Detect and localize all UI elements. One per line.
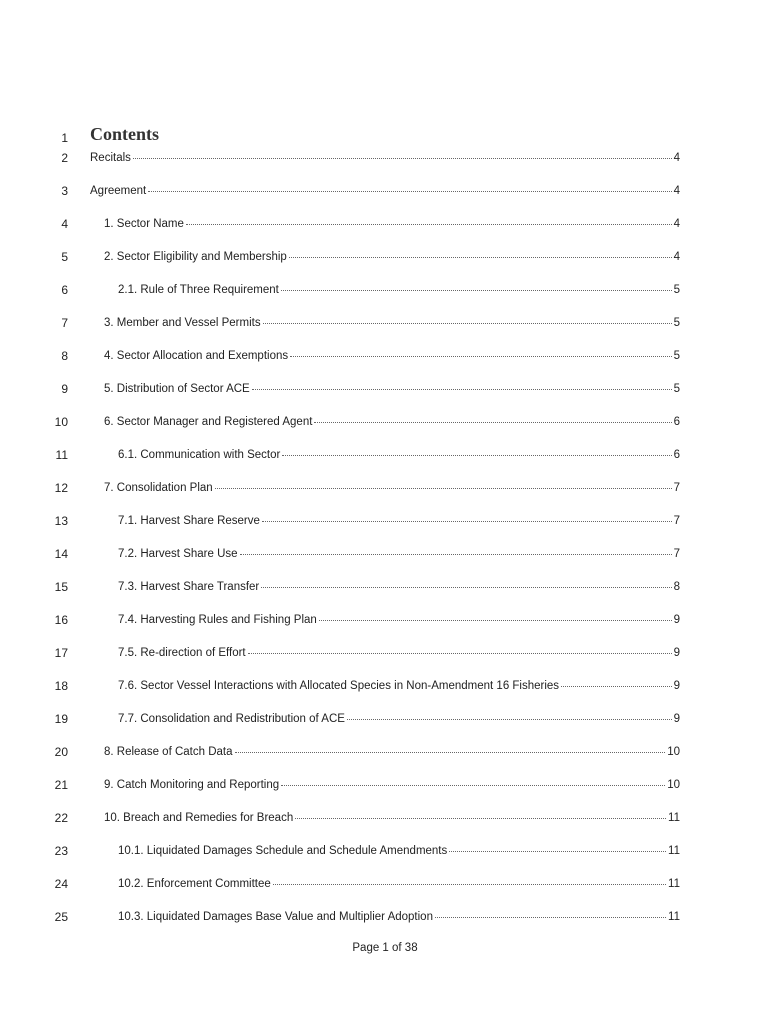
toc-entry-link[interactable] [104,381,680,395]
toc-row [0,311,770,344]
dot-leader [290,346,671,357]
dot-leader [295,808,666,819]
dot-leader [148,181,671,192]
toc-entry-link[interactable] [104,480,680,494]
toc-entry-text: 4. Sector Allocation and Exemptions [104,350,289,362]
dot-leader [261,577,671,588]
dot-leader [273,874,666,885]
line-number: 19 [54,712,68,726]
toc-row [0,641,770,674]
toc-entry-text: 1. Sector Name [104,218,184,230]
toc-entry-link[interactable] [118,645,680,659]
toc-entry-link[interactable] [104,216,680,230]
line-number: 1 [61,131,68,145]
line-number: 22 [54,811,68,825]
line-number: 11 [55,448,68,462]
toc-entry-text: 6.1. Communication with Sector [118,449,281,461]
toc-entry-text: 7. Consolidation Plan [104,482,213,494]
toc-entry-text: 10. Breach and Remedies for Breach [104,812,294,824]
line-number: 3 [61,184,68,198]
toc-page-number: 11 [668,812,680,824]
toc-entry-link[interactable] [118,447,680,461]
line-number: 6 [61,283,68,297]
toc-page-number: 9 [673,713,680,725]
toc-page-number: 10 [667,779,680,791]
toc-entry-link[interactable] [90,183,680,197]
line-number: 18 [54,679,68,693]
line-number: 13 [54,514,68,528]
line-number: 25 [54,910,68,924]
toc-row [0,377,770,410]
dot-leader [435,907,666,918]
line-number: 9 [61,382,68,396]
toc-entry-link[interactable] [118,678,680,692]
toc-row [0,245,770,278]
line-number: 5 [61,250,68,264]
toc-row [0,542,770,575]
toc-entry-link[interactable] [104,249,680,263]
toc-entry-link[interactable] [104,315,680,329]
dot-leader [215,478,672,489]
toc-entry-text: 10.3. Liquidated Damages Base Value and Multiplier Adoption [118,911,433,923]
toc-entry-text: 3. Member and Vessel Permits [104,317,261,329]
toc-entry-text: 9. Catch Monitoring and Reporting [104,779,280,791]
dot-leader [133,148,672,159]
toc-entry-text: 7.4. Harvesting Rules and Fishing Plan [118,614,317,626]
toc-row [0,608,770,641]
toc-page-number: 10 [667,746,680,758]
toc-entry-text: 10.1. Liquidated Damages Schedule and Schedule Amendments [118,845,448,857]
table-of-contents [0,146,770,938]
toc-page-number: 4 [673,218,680,230]
toc-row [0,344,770,377]
toc-page-number: 9 [673,680,680,692]
line-number: 23 [54,844,68,858]
line-number: 21 [54,778,68,792]
toc-entry-text: 7.5. Re-direction of Effort [118,647,246,659]
line-number: 10 [54,415,68,429]
toc-page-number: 6 [673,449,680,461]
toc-row [0,509,770,542]
toc-page-number: 11 [668,878,680,890]
toc-row [0,179,770,212]
toc-row [0,443,770,476]
toc-entry-link[interactable] [104,414,680,428]
toc-entry-text: 7.1. Harvest Share Reserve [118,515,260,527]
dot-leader [186,214,672,225]
toc-entry-text: 7.3. Harvest Share Transfer [118,581,260,593]
toc-row [0,410,770,443]
toc-page-number: 8 [673,581,680,593]
dot-leader [263,313,672,324]
toc-entry-text: 7.2. Harvest Share Use [118,548,238,560]
toc-entry-text: Agreement [90,185,147,197]
line-number: 17 [54,646,68,660]
dot-leader [240,544,672,555]
toc-entry-text: 7.7. Consolidation and Redistribution of ACE [118,713,345,725]
dot-leader [281,280,672,291]
toc-row [0,674,770,707]
dot-leader [289,247,672,258]
toc-page-number: 5 [673,350,680,362]
line-number: 12 [54,481,68,495]
dot-leader [281,775,665,786]
line-number: 4 [61,217,68,231]
toc-page-number: 4 [673,185,680,197]
toc-row [0,872,770,905]
toc-row [0,806,770,839]
line-number: 14 [54,547,68,561]
line-number: 7 [61,316,68,330]
toc-entry-text: 2.1. Rule of Three Requirement [118,284,279,296]
toc-entry-text: 6. Sector Manager and Registered Agent [104,416,313,428]
contents-heading-row [0,124,770,148]
toc-page-number: 7 [673,515,680,527]
toc-page-number: 9 [673,614,680,626]
toc-entry-text: 10.2. Enforcement Committee [118,878,271,890]
toc-row [0,839,770,872]
toc-entry-link[interactable] [118,876,680,890]
toc-entry-link[interactable] [118,579,680,593]
toc-entry-link[interactable] [104,744,680,758]
toc-entry-link[interactable] [104,810,680,824]
toc-entry-link[interactable] [118,843,680,857]
toc-page-number: 9 [673,647,680,659]
toc-row [0,146,770,179]
line-number: 16 [54,613,68,627]
toc-row [0,476,770,509]
toc-page-number: 4 [673,152,680,164]
dot-leader [314,412,671,423]
toc-entry-link[interactable] [118,909,680,923]
toc-entry-link[interactable] [104,348,680,362]
toc-entry-text: 2. Sector Eligibility and Membership [104,251,287,263]
toc-entry-text: 5. Distribution of Sector ACE [104,383,250,395]
dot-leader [449,841,666,852]
toc-entry-text: 7.6. Sector Vessel Interactions with Allocated Species in Non-Amendment 16 Fisheries [118,680,560,692]
line-number: 15 [54,580,68,594]
toc-row [0,278,770,311]
toc-row [0,707,770,740]
toc-page-number: 11 [668,845,680,857]
toc-page-number: 7 [673,482,680,494]
toc-page-number: 5 [673,284,680,296]
line-number: 20 [54,745,68,759]
toc-entry-text: 8. Release of Catch Data [104,746,233,758]
toc-page-number: 6 [673,416,680,428]
toc-row [0,905,770,938]
toc-row [0,212,770,245]
dot-leader [235,742,666,753]
toc-entry-link[interactable] [118,513,680,527]
toc-page-number: 5 [673,317,680,329]
contents-title: Contents [90,124,160,144]
toc-entry-link[interactable] [118,612,680,626]
line-number: 24 [54,877,68,891]
line-number: 2 [61,151,68,165]
toc-entry-link[interactable] [118,282,680,296]
dot-leader [252,379,672,390]
page-footer: Page 1 of 38 [352,942,418,954]
toc-page-number: 11 [668,911,680,923]
line-number: 8 [61,349,68,363]
toc-entry-link[interactable] [90,150,680,164]
toc-entry-link[interactable] [118,546,680,560]
dot-leader [561,676,672,687]
toc-entry-text: Recitals [90,152,131,164]
toc-row [0,575,770,608]
toc-entry-link[interactable] [118,711,680,725]
dot-leader [319,610,672,621]
toc-entry-link[interactable] [104,777,680,791]
toc-row [0,773,770,806]
toc-page-number: 4 [673,251,680,263]
dot-leader [347,709,672,720]
dot-leader [248,643,672,654]
dot-leader [262,511,672,522]
toc-page-number: 7 [673,548,680,560]
toc-page-number: 5 [673,383,680,395]
dot-leader [282,445,671,456]
toc-row [0,740,770,773]
